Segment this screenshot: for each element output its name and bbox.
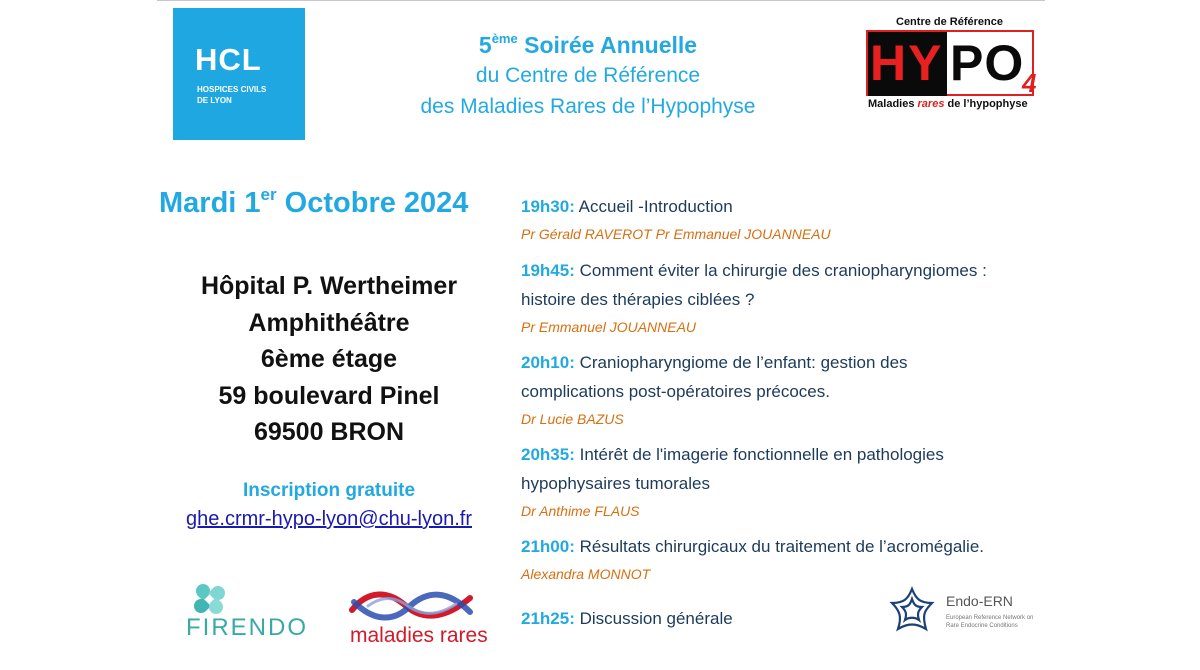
program-item: [521, 256, 1041, 338]
top-divider: [157, 0, 1045, 1]
hcl-logo-abbrev: HCL: [195, 42, 262, 77]
event-date-sup: er: [260, 185, 277, 204]
program-time: 20h35:: [521, 445, 575, 464]
endo-ern-logo-subtext: European Reference Network on Rare Endocrine Conditions: [946, 615, 1034, 629]
program-item-line: [521, 440, 1041, 469]
title-line1-rest: Soirée Annuelle: [517, 32, 698, 58]
firendo-logo: [184, 582, 318, 642]
program-item-line: [521, 192, 1041, 221]
event-title-line1: [378, 30, 798, 60]
title-ordinal: 5: [478, 32, 492, 58]
hcl-logo-name: [197, 84, 297, 106]
program-item: [521, 532, 1041, 585]
venue-floor: 6ème étage: [260, 345, 398, 373]
hypo-logo-four: 4: [1022, 68, 1037, 98]
hypo-logo-hy: HY: [870, 35, 944, 91]
hypo-logo-bottom-label: [868, 98, 1028, 110]
event-date-suffix: Octobre 2024: [276, 187, 469, 219]
event-title: [378, 30, 798, 122]
hypo-logo: [862, 14, 1048, 114]
hcl-logo-line2: DE LYON: [197, 96, 232, 105]
program-speaker: Dr Anthime FLAUS: [521, 503, 640, 519]
program-time: 21h25:: [521, 609, 575, 628]
registration-label: Inscription gratuite: [242, 480, 416, 501]
program-time: 19h45:: [521, 261, 575, 280]
hypo-logo-top-label: Centre de Référence: [896, 16, 1003, 28]
event-date: [159, 186, 468, 220]
hypo-logo-po: PO: [950, 35, 1025, 91]
program-speaker: Alexandra MONNOT: [521, 566, 651, 582]
event-title-line2: du Centre de Référence: [475, 64, 701, 87]
hcl-logo-line1: HOSPICES CIVILS: [197, 85, 267, 94]
program-item: [521, 440, 1041, 522]
endo-ern-logo: [886, 585, 1036, 640]
program-speaker: Dr Lucie BAZUS: [521, 411, 624, 427]
program-item-line: [521, 348, 1041, 377]
program-item-line: [521, 532, 1041, 561]
program-speaker: Pr Emmanuel JOUANNEAU: [521, 319, 697, 335]
program-topic-continued: complications post-opératoires précoces.: [521, 382, 830, 401]
program-item-line: [521, 256, 1041, 285]
venue-hospital: Hôpital P. Wertheimer: [200, 272, 458, 300]
endo-ern-star-icon: [886, 585, 938, 637]
venue-room: Amphithéâtre: [248, 308, 410, 337]
program-item: [521, 192, 1041, 245]
title-ordinal-sup: ème: [491, 31, 518, 46]
hypo-bottom-b: rares: [917, 98, 945, 110]
registration-email-link[interactable]: ghe.crmr-hypo-lyon@chu-lyon.fr: [186, 508, 472, 530]
program-topic: Intérêt de l'imagerie fonctionnelle en pathologies: [574, 445, 944, 464]
venue-street: 59 boulevard Pinel: [218, 381, 440, 410]
hypo-logo-hy-block: [868, 32, 947, 96]
firendo-logo-text: FIRENDO: [186, 614, 308, 641]
program-time: 20h10:: [521, 353, 575, 372]
program-topic: Résultats chirurgicaux du traitement de l’acromégalie.: [574, 537, 985, 556]
hypo-bottom-a: Maladies: [868, 98, 918, 110]
event-date-prefix: Mardi 1: [159, 187, 261, 219]
program-item: [521, 348, 1041, 430]
endo-ern-logo-text: Endo-ERN: [946, 593, 1013, 609]
hcl-logo: [173, 8, 305, 140]
program-time: 19h30:: [521, 197, 575, 216]
program-topic: Accueil -Introduction: [574, 197, 733, 216]
program-topic: Craniopharyngiome de l’enfant: gestion des: [574, 353, 908, 372]
maladies-rares-wave-icon: [348, 588, 476, 624]
program-topic-continued: hypophysaires tumorales: [521, 474, 710, 493]
hypo-bottom-c: de l’hypophyse: [944, 98, 1028, 110]
program-topic: Discussion générale: [574, 609, 733, 628]
event-title-line3: des Maladies Rares de l’Hypophyse: [420, 95, 756, 118]
program-topic-continued: histoire des thérapies ciblées ?: [521, 290, 755, 309]
program-topic: Comment éviter la chirurgie des craniopharyngiomes :: [574, 261, 987, 280]
venue-city: 69500 BRON: [253, 418, 405, 446]
venue-address: [170, 268, 488, 451]
maladies-rares-logo: [348, 588, 488, 650]
program-time: 21h00:: [521, 537, 575, 556]
program-speaker: Pr Gérald RAVEROT Pr Emmanuel JOUANNEAU: [521, 226, 831, 242]
maladies-rares-logo-text: maladies rares: [350, 624, 488, 647]
